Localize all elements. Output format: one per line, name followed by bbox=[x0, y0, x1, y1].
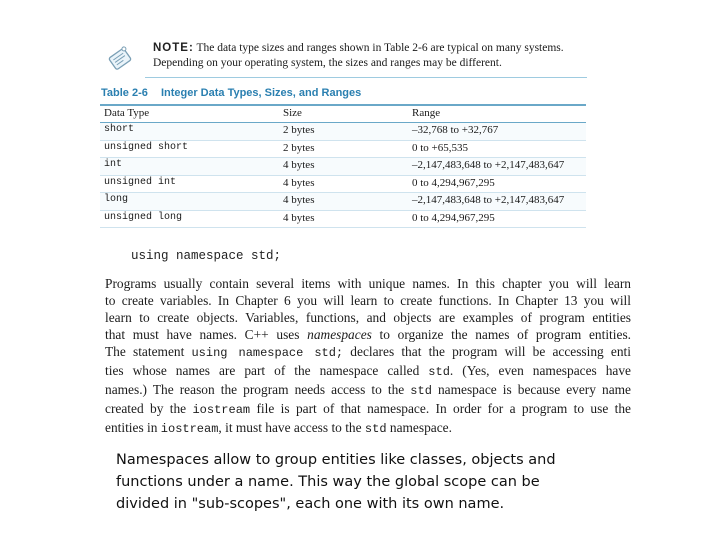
cell-type: unsigned long bbox=[104, 211, 183, 223]
note-label: NOTE: bbox=[153, 42, 194, 54]
inline-code: std bbox=[410, 384, 432, 398]
cell-size: 4 bytes bbox=[283, 194, 315, 206]
table-body bbox=[100, 123, 586, 228]
cell-type: long bbox=[104, 194, 129, 205]
para-line: names.) The reason the program needs access to the std namespace is because every name bbox=[105, 382, 631, 398]
table-title: Integer Data Types, Sizes, and Ranges bbox=[160, 87, 362, 99]
cell-type: unsigned short bbox=[104, 141, 189, 153]
header-data-type: Data Type bbox=[104, 107, 150, 119]
para-line: to create variables. In Chapter 6 you will learn to create functions. In Chapter 13 you will bbox=[105, 293, 631, 308]
inline-code: std bbox=[364, 422, 387, 436]
cell-range: –2,147,483,648 to +2,147,483,647 bbox=[412, 194, 565, 206]
para-line: entities in iostream, it must have access to the std namespace. bbox=[105, 420, 452, 436]
note-box bbox=[97, 38, 587, 76]
header-size: Size bbox=[283, 107, 302, 119]
note-line-2: Depending on your operating system, the sizes and ranges may be different. bbox=[153, 57, 502, 69]
cell-type: int bbox=[104, 159, 123, 170]
note-line-1: The data type sizes and ranges shown in Table 2-6 are typical on many systems. bbox=[196, 42, 564, 54]
inline-code: iostream bbox=[192, 403, 251, 417]
table-row bbox=[100, 176, 586, 194]
cell-range: –2,147,483,648 to +2,147,483,647 bbox=[412, 159, 565, 171]
note-divider bbox=[145, 77, 587, 78]
cell-range: 0 to 4,294,967,295 bbox=[412, 176, 495, 189]
cell-size: 4 bytes bbox=[283, 211, 315, 224]
cell-size: 2 bytes bbox=[283, 124, 315, 136]
table-row bbox=[100, 158, 586, 176]
body-paragraph bbox=[105, 275, 631, 438]
table-row bbox=[100, 193, 586, 211]
para-line: created by the iostream file is part of that namespace. In order for a program to use the bbox=[105, 401, 631, 417]
header-range: Range bbox=[412, 107, 441, 119]
cell-size: 2 bytes bbox=[283, 141, 315, 154]
cell-range: –32,768 to +32,767 bbox=[412, 124, 499, 136]
cell-size: 4 bytes bbox=[283, 176, 315, 189]
table-header-row bbox=[100, 106, 586, 123]
note-icon bbox=[105, 44, 135, 74]
namespaces-term: namespaces bbox=[307, 327, 372, 342]
integer-types-table bbox=[100, 104, 586, 228]
inline-code: using namespace std; bbox=[191, 346, 344, 360]
table-number: Table 2-6 bbox=[101, 87, 148, 99]
inline-code: std bbox=[428, 365, 450, 379]
cell-type: unsigned int bbox=[104, 176, 177, 188]
cell-range: 0 to +65,535 bbox=[412, 141, 469, 154]
para-line: learn to create objects. Variables, functions, and objects are examples of program entities bbox=[105, 310, 631, 325]
cell-type: short bbox=[104, 124, 135, 135]
inline-code: iostream bbox=[160, 422, 219, 436]
para-line: Programs usually contain several items with unique names. In this chapter you will learn bbox=[105, 276, 631, 291]
cell-size: 4 bytes bbox=[283, 159, 315, 171]
table-row bbox=[100, 141, 586, 159]
para-line: ties whose names are part of the namespace called std. (Yes, even namespaces have bbox=[105, 363, 631, 379]
para-line: that must have names. C++ uses namespaces to organize the names of program entities. bbox=[105, 327, 632, 342]
code-statement: using namespace std; bbox=[131, 249, 282, 263]
table-caption bbox=[101, 87, 361, 99]
note-text bbox=[153, 41, 593, 71]
table-row bbox=[100, 211, 586, 229]
para-line: The statement using namespace std; declares that the program will be accessing enti bbox=[105, 344, 631, 360]
cell-range: 0 to 4,294,967,295 bbox=[412, 211, 495, 224]
slide-caption: Namespaces allow to group entities like classes, objects and functions under a name. This way the global scope can be divided in "sub-scopes", each one with its own name. bbox=[116, 452, 556, 512]
table-row bbox=[100, 123, 586, 141]
